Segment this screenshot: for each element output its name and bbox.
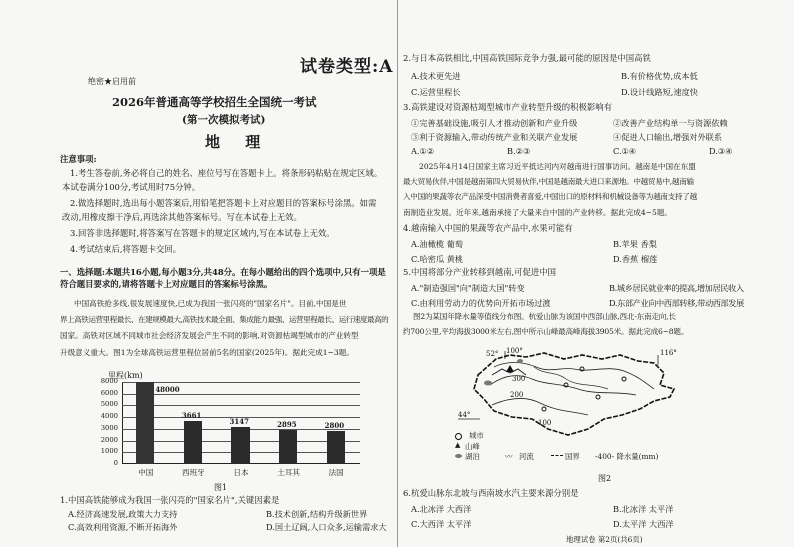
question-stem: 4.越南输入中国的果蔬等农产品中,水果可能有 xyxy=(403,223,573,233)
chart-y-tick-label: 6000 xyxy=(100,388,118,397)
chart-value-label: 3661 xyxy=(181,411,202,421)
passage-line: 入中国的果蔬等农产品深受中国消费者喜爱,中国出口的原材料和机械设备等为越南支持了越 xyxy=(403,192,697,202)
legend-isohyet: -400- 降水量(mm) xyxy=(595,452,659,461)
passage-line: 最大贸易伙伴,中国是越南第四大贸易伙伴,中国是越南最大进口来源地。中越贸易中,越南输 xyxy=(403,177,694,187)
legend-peak: 山峰 xyxy=(465,442,480,451)
question-3 xyxy=(403,101,789,159)
latitude-label-52: 52° xyxy=(486,350,499,358)
country-border xyxy=(474,353,674,435)
passage-line: 南制造业发展。近年来,越南承接了大量来自中国的产业转移。据此完成4~5题。 xyxy=(403,207,673,217)
option[interactable]: D.国土辽阔,人口众多,运输需求大 xyxy=(266,522,387,532)
chart-y-tick-label: 2000 xyxy=(100,435,118,444)
passage-line: 约700公里,平均海拔3000米左右,图中所示山峰最高峰海拔3905米。据此完成6~8题。 xyxy=(403,327,689,337)
section-line: 一、选择题:本题共16小题,每小题3分,共48分。在每小题给出的四个选项中,只有一项是 xyxy=(60,267,386,277)
paper-type: 试卷类型:A xyxy=(300,57,394,77)
option[interactable]: A.经济高速发展,政策大力支持 xyxy=(68,509,178,519)
statement: ④促进人口输出,增强对外联系 xyxy=(613,132,723,142)
option[interactable]: A.北冰洋 大西洋 xyxy=(411,504,472,514)
passage-line: 界上高铁运营里程最长、在建规模最大,高铁技术最全面、集成能力最强、运营里程最长、运行速度最高的 xyxy=(60,315,389,325)
river xyxy=(534,367,608,389)
question-1 xyxy=(60,494,396,534)
isohyet-label-300: 300 xyxy=(512,375,526,383)
statement: ②改善产业结构单一与资源依赖 xyxy=(613,118,728,128)
question-stem: 5.中国将部分产业转移到越南,可促进中国 xyxy=(403,267,557,277)
option[interactable]: B.技术创新,结构升级新世界 xyxy=(266,509,368,519)
section-one-heading xyxy=(60,266,396,290)
city-marker xyxy=(622,377,626,381)
chart-category-label: 中国 xyxy=(138,468,154,477)
mountain-peak-icon xyxy=(506,365,514,372)
chart-y-tick-label: 3000 xyxy=(100,423,118,432)
option[interactable]: C.大西洋 太平洋 xyxy=(411,519,472,529)
notice-item: 本试卷满分100分,考试用时75分钟。 xyxy=(62,182,201,192)
option[interactable]: A.①② xyxy=(411,146,435,156)
legend-city-icon xyxy=(455,433,462,440)
exam-title: 2026年普通高等学校招生全国统一考试 xyxy=(112,95,317,109)
notice-title: 注意事项: xyxy=(60,154,97,164)
chart-category-label: 西班牙 xyxy=(182,468,205,477)
passage-two xyxy=(403,161,789,218)
option[interactable]: A."制造强国"向"制造大国"转变 xyxy=(411,283,525,293)
question-6 xyxy=(403,487,789,533)
column-divider xyxy=(397,0,398,547)
chart-bar xyxy=(279,430,297,464)
notice-item: 4.考试结束后,将答题卡交回。 xyxy=(70,244,182,254)
option[interactable]: C.运营里程长 xyxy=(411,87,461,97)
chart-bar xyxy=(136,382,154,464)
passage-line: 图2为某国年降水量等值线分布图。杭爱山脉为该国中西部山脉,西北-东南走向,长 xyxy=(413,312,676,321)
notice-item: 1.考生答卷前,务必将自己的姓名、座位号写在答题卡上。将条形码粘贴在规定区域。 xyxy=(70,168,383,178)
passage-three xyxy=(403,311,789,337)
option[interactable]: C.由利用劳动力的优势向开拓市场过渡 xyxy=(411,298,551,308)
section-line: 符合题目要求的,请将答题卡上对应题目的答案标号涂黑。 xyxy=(60,279,273,289)
passage-line: 2025年4月14日国家主席习近平抵达河内对越南进行国事访问。越南是中国在东盟 xyxy=(419,162,696,171)
subject-title: 地 理 xyxy=(205,133,271,151)
city-marker xyxy=(542,407,546,411)
isohyet-label-100: 100 xyxy=(538,419,552,427)
option[interactable]: C.①④ xyxy=(613,146,637,156)
notice-item: 2.做选择题时,选出每小题答案后,用铅笔把答题卡上对应题目的答案标号涂黑。如需 xyxy=(70,198,377,208)
chart-y-tick-label: 1000 xyxy=(100,447,118,456)
option[interactable]: C.哈密瓜 黄桃 xyxy=(411,254,464,264)
legend-border: 国界 xyxy=(565,452,580,461)
page-footer: 地理试卷 第2页(共6页) xyxy=(566,535,643,544)
chart-value-label: 2800 xyxy=(324,421,345,431)
notice-item: 改动,用橡皮擦干净后,再选涂其他答案标号。写在本试卷上无效。 xyxy=(62,212,302,222)
chart-value-label: 2895 xyxy=(277,420,297,430)
passage-line: 国家。高铁对区域不同城市社会经济发展会产生不同的影响,对资源枯竭型城市的产业转型 xyxy=(60,331,359,341)
longitude-label-100: 100° xyxy=(506,347,523,355)
isohyet-line xyxy=(492,399,588,415)
chart-y-tick-label: 5000 xyxy=(100,400,118,409)
chart-bar xyxy=(184,421,202,464)
legend-border-icon xyxy=(551,455,563,456)
bar-chart xyxy=(80,377,360,477)
legend-river: 河流 xyxy=(519,452,534,461)
chart-y-tick-label: 4000 xyxy=(100,412,118,421)
map-legend xyxy=(455,430,755,462)
chart-category-label: 日本 xyxy=(233,468,249,477)
chart-bar xyxy=(327,431,345,464)
chart-y-tick-label: 8000 xyxy=(100,377,118,385)
lake xyxy=(517,359,523,363)
notice-list xyxy=(62,167,392,255)
option[interactable]: A.油橄榄 葡萄 xyxy=(411,239,464,249)
city-marker xyxy=(596,395,600,399)
legend-peak-icon: ▲ xyxy=(455,441,461,449)
statement: ③利于资源输入,带动传统产业和关联产业发展 xyxy=(411,132,578,142)
passage-one xyxy=(60,298,396,358)
chart-y-tick-label: 0 xyxy=(113,459,118,467)
option[interactable]: D.③④ xyxy=(709,146,733,156)
mock-label: (第一次模拟考试) xyxy=(182,114,266,126)
chart-gridline xyxy=(122,405,360,406)
city-marker xyxy=(564,383,568,387)
passage-line: 升级意义重大。图1为全球高铁运营里程位居前5名的国家(2025年)。据此完成1~3题。 xyxy=(60,347,354,357)
option[interactable]: B.②③ xyxy=(507,146,531,156)
chart-gridline xyxy=(122,382,360,383)
option[interactable]: B.城乡居民就业率的提高,增加居民收入 xyxy=(609,283,744,293)
chart-value-label: 3147 xyxy=(229,417,249,427)
chart-caption: 图1 xyxy=(214,483,228,492)
passage-line: 中国高铁抢多线,很发展速度快,已成为我国一张闪亮的"国家名片"。目前,中国是世 xyxy=(74,299,347,308)
legend-lake-icon xyxy=(455,454,462,458)
legend-river-icon: 〰 xyxy=(505,452,513,461)
option[interactable]: D.香蕉 榴莲 xyxy=(613,254,658,264)
option[interactable]: B.北冰洋 太平洋 xyxy=(613,504,674,514)
option[interactable]: B.苹果 香梨 xyxy=(613,239,657,249)
option[interactable]: D.东部产业向中西部转移,带动西部发展 xyxy=(609,298,744,308)
option[interactable]: D.设计线路短,速度快 xyxy=(621,87,698,97)
question-5 xyxy=(403,266,789,312)
legend-lake: 湖泊 xyxy=(465,452,480,461)
option[interactable]: B.有价格优势,成本低 xyxy=(621,71,698,81)
isohyet-label-200: 200 xyxy=(510,391,524,399)
chart-bar xyxy=(231,427,249,464)
secret-label: 绝密★启用前 xyxy=(88,77,136,86)
question-4 xyxy=(403,222,789,268)
chart-category-label: 土耳其 xyxy=(277,468,300,477)
question-stem: 1.中国高铁能够成为我国一张闪亮的"国家名片",关键因素是 xyxy=(60,495,280,505)
option[interactable]: A.技术更先进 xyxy=(411,71,461,81)
chart-value-label: 48000 xyxy=(155,385,180,394)
latitude-label-44: 44° xyxy=(458,411,471,419)
legend-city: 城市 xyxy=(469,431,484,440)
chart-category-label: 法国 xyxy=(328,468,344,477)
city-marker xyxy=(580,367,584,371)
question-stem: 6.杭爱山脉东北坡与西南坡水汽主要来源分别是 xyxy=(403,488,579,498)
question-stem: 2.与日本高铁相比,中国高铁国际竞争力强,最可能的原因是中国高铁 xyxy=(403,53,651,63)
statement: ①完善基础设施,吸引人才推动创新和产业升级 xyxy=(411,118,578,128)
chart-ylabel: 里程(km) xyxy=(108,371,143,380)
option[interactable]: D.太平洋 大西洋 xyxy=(613,519,674,529)
question-stem: 3.高铁建设对资源枯竭型城市产业转型升级的积极影响有 xyxy=(403,102,612,112)
option[interactable]: C.高效利用资源,不断开拓海外 xyxy=(68,522,178,532)
question-2 xyxy=(403,52,789,102)
map-caption: 图2 xyxy=(598,474,612,483)
notice-item: 3.回答非选择题时,将答案写在答题卡的规定区域内,写在本试卷上无效。 xyxy=(70,228,335,238)
lake xyxy=(484,381,492,386)
longitude-label-116: 116° xyxy=(660,349,677,357)
